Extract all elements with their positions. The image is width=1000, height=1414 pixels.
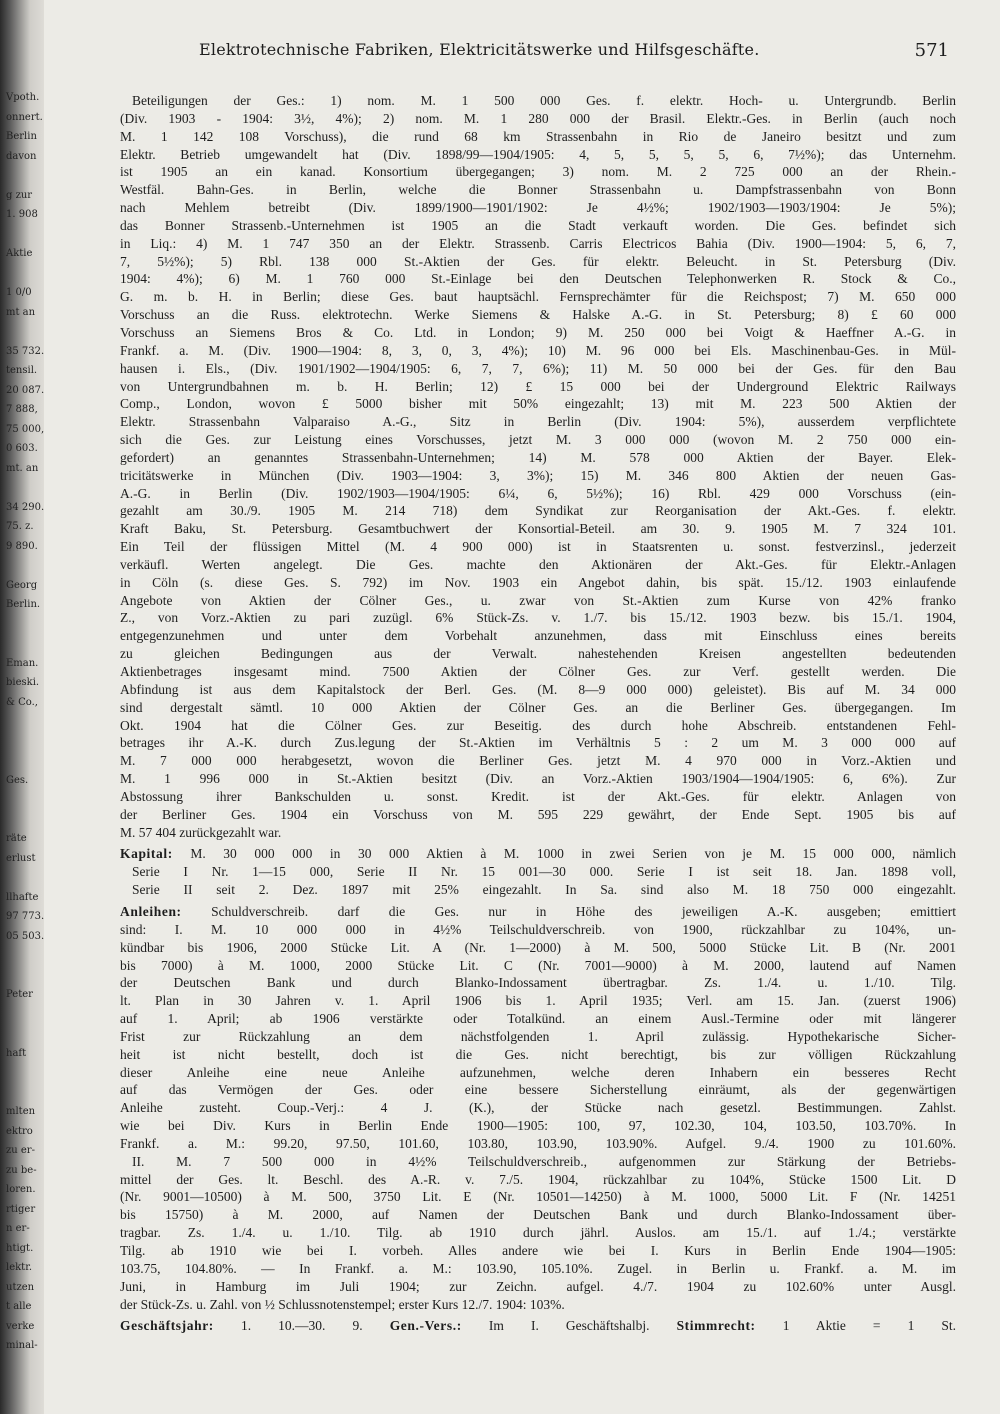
text-line: [120, 520, 956, 538]
gutter-fragment: mlten: [6, 1106, 36, 1117]
text-line: [120, 1135, 956, 1153]
line-text: Elektr. Betrieb umgewandelt hat (Div. 1898/99—1904/1905: 4, 5, 5, 5, 5, 6, 7½%); das Unternehm.: [120, 146, 956, 162]
gutter-fragment: 0 603.: [6, 443, 38, 454]
line-text: Im I. Geschäftshalbj.: [488, 1318, 650, 1334]
text-line: [120, 1010, 956, 1028]
line-text: 7, 5½%); 5) Rbl. 138 000 St.-Aktien der Ges. für elektr. Beleucht. in St. Petersburg (Div.: [120, 253, 956, 269]
gutter-fragment: Aktie: [6, 248, 33, 259]
gutter-fragment: utzen: [6, 1281, 35, 1293]
section-label: Geschäftsjahr:: [120, 1318, 214, 1334]
line-text: Vorschuss an Siemens Bros & Co. Ltd. in London; 9) M. 250 000 bei Voigt & Haeffner A.-G. in: [120, 324, 956, 340]
line-text: M. 30 000 000 in 30 000 Aktien à M. 1000 in zwei Serien von je M. 15 000 000, nämlich: [190, 846, 956, 862]
text-line: [120, 1278, 956, 1296]
text-line: [120, 592, 956, 610]
text-line: [120, 360, 956, 378]
document-page: [44, 0, 1000, 1414]
gutter-fragment: n er-: [6, 1223, 30, 1234]
text-line: [120, 645, 956, 663]
gutter-fragment: htigt.: [6, 1242, 34, 1254]
gutter-fragment: mt. an: [6, 462, 39, 474]
line-text: bis 7000) à M. 1000, 2000 Stücke Lit. C (Nr. 7001—9000) à M. 2000, lautend auf Namen: [120, 957, 956, 973]
line-text: Vorschuss an die Russ. elektrotechn. Werke Siemens & Halske A.-G. in St. Petersburg; 8) £ 60 000: [120, 307, 956, 323]
page-number: 571: [914, 40, 949, 61]
text-line: [120, 627, 956, 645]
text-line: [120, 431, 956, 449]
line-text: wie bei Div. Kurs in Berlin Ende 1900—1905: 100, 97, 102.30, 104, 103.50, 103.70%. In: [120, 1118, 956, 1134]
line-text: 1 Aktie = 1 St.: [782, 1318, 956, 1334]
page-header: [199, 40, 949, 70]
line-text: Frankf. a. M.: 99.20, 97.50, 101.60, 103.80, 103.90, 103.90%. Aufgel. 9./4. 1900 zu 101.60%.: [120, 1135, 956, 1151]
line-text: gefordert) an genanntes Strassenbahn-Unternehmen; 14) M. 578 000 Aktien der Bayer. Elek-: [120, 449, 956, 465]
text-line: [120, 324, 956, 342]
gutter-fragment: g zur: [6, 189, 33, 201]
gutter-fragment: tensil.: [6, 365, 38, 376]
text-line: [120, 485, 956, 503]
text-line: [120, 253, 956, 271]
gutter-fragment: loren.: [6, 1184, 36, 1195]
text-line: [120, 556, 956, 574]
text-line: [120, 824, 956, 842]
text-line: [120, 806, 956, 824]
line-text: verkäufl. Werten angelegt. Die Ges. machte den Aktionären der Akt.-Ges. für Elektr.-Anlagen: [120, 556, 956, 572]
line-text: Angebote von Aktien der Cölner Ges., u. zwar von St.-Aktien zum Kurse von 42% franko: [120, 592, 956, 608]
gutter-fragment: 97 773.: [6, 911, 45, 922]
text-line: [120, 395, 956, 413]
line-text: der Berliner Ges. 1904 ein Vorschuss von M. 595 229 gewährt, der Ende Sept. 1905 bis auf: [120, 806, 956, 822]
line-text: Schuldverschreib. darf die Ges. nur in Höhe des jeweiligen A.-K. ausgeben; emittiert: [211, 903, 956, 919]
line-text: entgegenzunehmen und unter dem Vorbehalt anzunehmen, dass mit Einschluss eines bereits: [120, 628, 956, 644]
line-text: der Stück-Zs. u. Zahl. von ½ Schlussnotenstempel; erster Kurs 12./7. 1904: 103%.: [120, 1296, 565, 1312]
line-text: sind: I. M. 10 000 000 in 4½% Teilschuldverschreib. von 1900, rückzahlbar zu 104%, un-: [120, 921, 956, 937]
section-label: Gen.-Vers.:: [389, 1318, 462, 1334]
gutter-fragment: bieski.: [6, 677, 40, 688]
gutter-fragment: rtiger: [6, 1203, 36, 1215]
gutter-fragment: 1. 908: [6, 209, 38, 220]
gutter-fragment: Vpoth.: [6, 92, 40, 103]
gutter-fragment: räte: [6, 833, 27, 844]
text-line: [120, 1317, 956, 1335]
gutter-fragment: 05 503.: [6, 930, 45, 942]
gutter-fragment: haft: [6, 1047, 27, 1059]
gutter-fragment: verke: [6, 1320, 35, 1332]
line-text: der Deutschen Bank und durch Blanko-Indossament übertragbar. Zs. 1./4. u. 1./10. Tilg.: [120, 975, 956, 991]
line-text: Okt. 1904 hat die Cölner Ges. zur Beseitig. des durch hohe Abschreib. entstandenen Fehl-: [120, 717, 956, 733]
text-line: [120, 1206, 956, 1224]
gutter-fragment: Berlin.: [6, 599, 41, 610]
text-line: [120, 1296, 956, 1314]
previous-page-gutter: [0, 0, 44, 1414]
gutter-fragment: 75 000,: [6, 423, 45, 435]
line-text: Serie II seit 2. Dez. 1897 mit 25% eingezahlt. In Sa. sind also M. 18 750 000 eingezahlt.: [132, 882, 956, 898]
gutter-fragment: minal-: [6, 1340, 38, 1351]
line-text: auf das Vermögen der Ges. oder eine bessere Sicherstellung einräumt, als der gegenwärtigen: [120, 1082, 956, 1098]
line-text: M. 1 996 000 in St.-Aktien besitzt (Div. an Vorz.-Aktien 1903/1904—1904/1905: 6, 6%). Zur: [120, 771, 956, 787]
gutter-fragment: 34 290.: [6, 501, 45, 513]
text-line: [120, 845, 956, 863]
line-text: mittel der Ges. lt. Beschl. des A.-R. v. 7./5. 1904, rückzahlbar zu 104%, Stücke 1500 Lit. D: [120, 1171, 956, 1187]
text-line: [120, 538, 956, 556]
text-line: [120, 770, 956, 788]
section-label: Anleihen:: [120, 903, 182, 919]
gutter-fragment: 20 087.: [6, 384, 45, 396]
line-text: M. 1 142 108 Vorschuss), die rund 68 km Strassenbahn in Rio de Janeiro besitzt und zum: [120, 128, 956, 144]
text-line: [120, 921, 956, 939]
line-text: sind dergestalt sämtl. 10 000 Aktien der Cölner Ges. an die Berliner Ges. übergegangen. Im: [120, 699, 956, 715]
section-label: Stimmrecht:: [676, 1318, 756, 1334]
text-line: [120, 110, 956, 128]
text-line: [120, 199, 956, 217]
text-line: [120, 752, 956, 770]
text-line: [120, 306, 956, 324]
line-text: M. 7 000 000 herabgesetzt, wovon die Berliner Ges. jetzt M. 4 970 000 in Vorz.-Aktien und: [120, 753, 956, 769]
line-text: lt. Plan in 30 Jahren v. 1. April 1906 bis 1. April 1935; Verl. am 15. Jan. (zuerst 1906): [120, 993, 956, 1009]
text-line: [120, 609, 956, 627]
text-line: [120, 717, 956, 735]
line-text: ist 1905 an ein kanad. Konsortium übergegangen; 3) nom. M. 2 725 000 an der Rhein.-: [120, 164, 956, 180]
body-text: [120, 92, 956, 1335]
text-line: [120, 574, 956, 592]
text-line: [120, 181, 956, 199]
line-text: betrages ihr A.-K. durch Zus.legung der St.-Aktien im Verhältnis 5 : 2 um M. 3 000 000 auf: [120, 735, 956, 751]
text-line: [120, 1188, 956, 1206]
text-line: [120, 881, 956, 899]
line-text: dieser Anleihe eine neue Anleihe aufzunehmen, welche deren Inhabern ein besseres Recht: [120, 1064, 956, 1080]
text-line: [120, 449, 956, 467]
line-text: in Cöln (s. diese Ges. S. 792) im Nov. 1903 ein Angebot dahin, bis spät. 15./12. 1903 einlaufende: [120, 574, 956, 590]
line-text: heit ist nicht bestellt, doch ist die Ges. nicht berechtigt, bis zur völligen Rückzahlung: [120, 1046, 956, 1062]
gutter-fragment: & Co.,: [6, 696, 38, 708]
line-text: Z., von Vorz.-Aktien zu pari zuzügl. 6% Stück-Zs. v. 1./7. bis 15./12. 1903 bezw. bis 15./1. 1904,: [120, 610, 956, 626]
text-line: [120, 1028, 956, 1046]
text-line: [120, 974, 956, 992]
gutter-fragment: mt an: [6, 306, 36, 318]
line-text: nach Mehlem betreibt (Div. 1899/1900—1901/1902: Je 4½%; 1902/1903—1903/1904: Je 5%);: [120, 200, 956, 216]
line-text: Serie I Nr. 1—15 000, Serie II Nr. 15 001—30 000. Serie I ist seit 18. Jan. 1898 voll,: [132, 864, 956, 880]
gutter-fragment: Berlin: [6, 131, 37, 142]
text-line: [120, 1046, 956, 1064]
text-line: [120, 734, 956, 752]
gutter-fragment: Georg: [6, 579, 38, 591]
text-line: [120, 992, 956, 1010]
line-text: (Nr. 9001—10500) à M. 500, 3750 Lit. E (Nr. 10501—14250) à M. 1000, 5000 Lit. F (Nr. 14251: [120, 1189, 956, 1205]
line-text: Aktienbetrages insgesamt mind. 7500 Aktien der Cölner Ges. zur Verf. gestellt werden. Die: [120, 664, 956, 679]
text-line: [120, 502, 956, 520]
line-text: Westfäl. Bahn-Ges. in Berlin, welche die Bonner Strassenbahn u. Dampfstrassenbahn von Bonn: [120, 182, 956, 198]
line-text: 1. 10.—30. 9.: [240, 1318, 363, 1334]
line-text: in Liq.: 4) M. 1 747 350 an der Elektr. Strassenb. Carris Electricos Bahia (Div. 1900—1904: 5, 6, 7,: [120, 235, 956, 251]
gutter-fragment: 75. z.: [6, 521, 34, 532]
text-line: [120, 1153, 956, 1171]
text-line: [120, 663, 956, 681]
line-text: auf 1. April; ab 1906 verstärkte oder Totalkünd. an einem Ausl.-Termine oder mit längerer: [120, 1011, 956, 1027]
line-text: zu gleichen Bedingungen aus der Verwalt. nahestehenden Kreisen angestellten bedeutenden: [120, 646, 956, 662]
gutter-fragment: llhafte: [6, 891, 39, 903]
gutter-fragment: 7 888,: [6, 404, 38, 415]
line-text: tricitätswerke in München (Div. 1903—1904: 3, 3%); 15) M. 346 800 Aktien der neuen Gas-: [120, 467, 956, 483]
gutter-fragment: 35 732.: [6, 345, 45, 357]
gutter-fragment: lektr.: [6, 1262, 33, 1273]
text-line: [120, 288, 956, 306]
gutter-fragment: ektro: [6, 1125, 33, 1137]
line-text: (Div. 1903 - 1904: 3½, 4%); 2) nom. M. 1 280 000 der Brasil. Elektr.-Ges. in Berlin (auch noch: [120, 110, 956, 126]
line-text: Anleihe zusteht. Coup.-Verj.: 4 J. (K.), der Stücke nach gesetzl. Bestimmungen. Zahlst.: [120, 1100, 956, 1116]
text-line: [120, 92, 956, 110]
text-line: [120, 1081, 956, 1099]
text-line: [120, 1224, 956, 1242]
text-line: [120, 681, 956, 699]
text-line: [120, 1242, 956, 1260]
text-line: [120, 342, 956, 360]
line-text: Beteiligungen der Ges.: 1) nom. M. 1 500 000 Ges. f. elektr. Hoch- u. Untergrundb. Berlin: [132, 93, 956, 108]
line-text: 1904: 4%); 6) M. 1 760 000 St.-Einlage bei den Deutschen Telephonwerken R. Stock & Co.,: [120, 271, 956, 287]
gutter-fragment: zu er-: [6, 1145, 35, 1156]
line-text: von Untergrundbahnen m. b. H. Berlin; 12) £ 15 000 bei der Underground Elektric Railways: [120, 378, 956, 394]
text-line: [120, 413, 956, 431]
running-title: Elektrotechnische Fabriken, Elektricitätswerke und Hilfsgeschäfte.: [199, 40, 760, 59]
text-line: [120, 163, 956, 181]
text-line: [120, 467, 956, 485]
text-line: [120, 1064, 956, 1082]
line-text: G. m. b. H. in Berlin; diese Ges. baut hauptsächl. Fernsprechämter für die Reichspost; 7) M. 650 000: [120, 289, 956, 305]
line-text: sich die Ges. zur Leistung eines Vorschusses, jetzt M. 3 000 000 (wovon M. 2 750 000 ein-: [120, 432, 956, 448]
text-line: [120, 903, 956, 921]
line-text: Abstossung ihrer Bankschulden u. sonst. Kredit. ist der Akt.-Ges. für elektr. Anlagen von: [120, 788, 956, 804]
text-line: [120, 699, 956, 717]
line-text: Tilg. ab 1910 wie bei I. vorbeh. Alles andere wie bei I. Kurs in Berlin Ende 1904—1905:: [120, 1243, 956, 1258]
gutter-fragment: 1 0/0: [6, 287, 32, 298]
gutter-fragment: t alle: [6, 1301, 32, 1312]
line-text: Comp., London, wovon £ 5000 bisher mit 50% eingezahlt; 13) mit M. 223 500 Aktien der: [120, 396, 956, 412]
gutter-fragment: davon: [6, 150, 37, 162]
line-text: gezahlt am 30./9. 1905 M. 214 718) dem Syndikat zur Reorganisation der Akt.-Ges. f. elektr.: [120, 503, 956, 519]
line-text: A.-G. in Berlin (Div. 1902/1903—1904/1905: 6¼, 6, 5½%); 16) Rbl. 429 000 Vorschuss (ein-: [120, 485, 956, 501]
line-text: hausen i. Els., (Div. 1901/1902—1904/1905: 6, 7, 7, 6%); 11) M. 50 000 bei der Ges. für den Bau: [120, 360, 956, 376]
line-text: M. 57 404 zurückgezahlt war.: [120, 824, 282, 840]
line-text: Abfindung ist aus dem Kapitalstock der Berl. Ges. (M. 8—9 000 000) geleistet). Bis auf M. 34 000: [120, 681, 956, 697]
text-line: [120, 1099, 956, 1117]
line-text: Frankf. a. M. (Div. 1900—1904: 8, 3, 0, 3, 4%); 10) M. 96 000 bei Els. Maschinenbau-Ges. in Mül-: [120, 342, 956, 358]
text-line: [120, 128, 956, 146]
gutter-fragment: Peter: [6, 989, 33, 1000]
text-line: [120, 863, 956, 881]
gutter-fragment: zu be-: [6, 1164, 37, 1176]
text-line: [120, 378, 956, 396]
gutter-fragment: onnert.: [6, 111, 43, 123]
text-line: [120, 1171, 956, 1189]
text-line: [120, 1260, 956, 1278]
text-line: [120, 270, 956, 288]
line-text: das Bonner Strassenb.-Unternehmen ist 1905 an die Stadt verkauft worden. Die Ges. befindet sich: [120, 217, 956, 233]
text-line: [120, 939, 956, 957]
line-text: Juni, in Hamburg im Juli 1904; zur Zeichn. aufgel. 4./7. 1904 zu 102.60% unter Ausgl.: [120, 1278, 956, 1294]
text-line: [120, 146, 956, 164]
text-line: [120, 217, 956, 235]
line-text: kündbar bis 1906, 2000 Stücke Lit. A (Nr. 1—2000) à M. 500, 5000 Stücke Lit. B (Nr. 2001: [120, 939, 956, 955]
line-text: bis 15750) à M. 2000, auf Namen der Deutschen Bank und durch Blanko-Indossament über-: [120, 1207, 956, 1223]
line-text: Frist zur Rückzahlung an dem nächstfolgenden 1. April zulässig. Hypothekarische Sicher-: [120, 1028, 956, 1044]
line-text: Elektr. Strassenbahn Valparaiso A.-G., Sitz in Berlin (Div. 1904: 5%), ausserdem verpflichtete: [120, 414, 956, 430]
line-text: Ein Teil der flüssigen Mittel (M. 4 900 000) ist in Staatsrenten u. sonst. festverzinsl., jederzeit: [120, 539, 956, 555]
line-text: Kraft Baku, St. Petersburg. Gesamtbuchwert der Konsortial-Beteil. am 30. 9. 1905 M. 7 324 101.: [120, 521, 956, 537]
section-label: Kapital:: [120, 846, 173, 862]
line-text: tragbar. Zs. 1./4. u. 1./10. Tilg. ab 1910 durch jährl. Auslos. am 15./1. auf 1./4.; verstärkte: [120, 1225, 956, 1241]
gutter-fragment: Ges.: [6, 774, 29, 786]
text-line: [120, 1117, 956, 1135]
line-text: II. M. 7 500 000 in 4½% Teilschuldverschreib., aufgenommen zur Stärkung der Betriebs-: [132, 1153, 956, 1169]
text-line: [120, 235, 956, 253]
line-text: 103.75, 104.80%. — In Frankf. a. M.: 103.90, 105.10%. Zugel. in Berlin u. Frankf. a. M. im: [120, 1260, 956, 1276]
text-line: [120, 957, 956, 975]
gutter-fragment: erlust: [6, 852, 36, 864]
gutter-fragment: Eman.: [6, 657, 39, 669]
text-line: [120, 788, 956, 806]
gutter-fragment: 9 890.: [6, 540, 38, 552]
